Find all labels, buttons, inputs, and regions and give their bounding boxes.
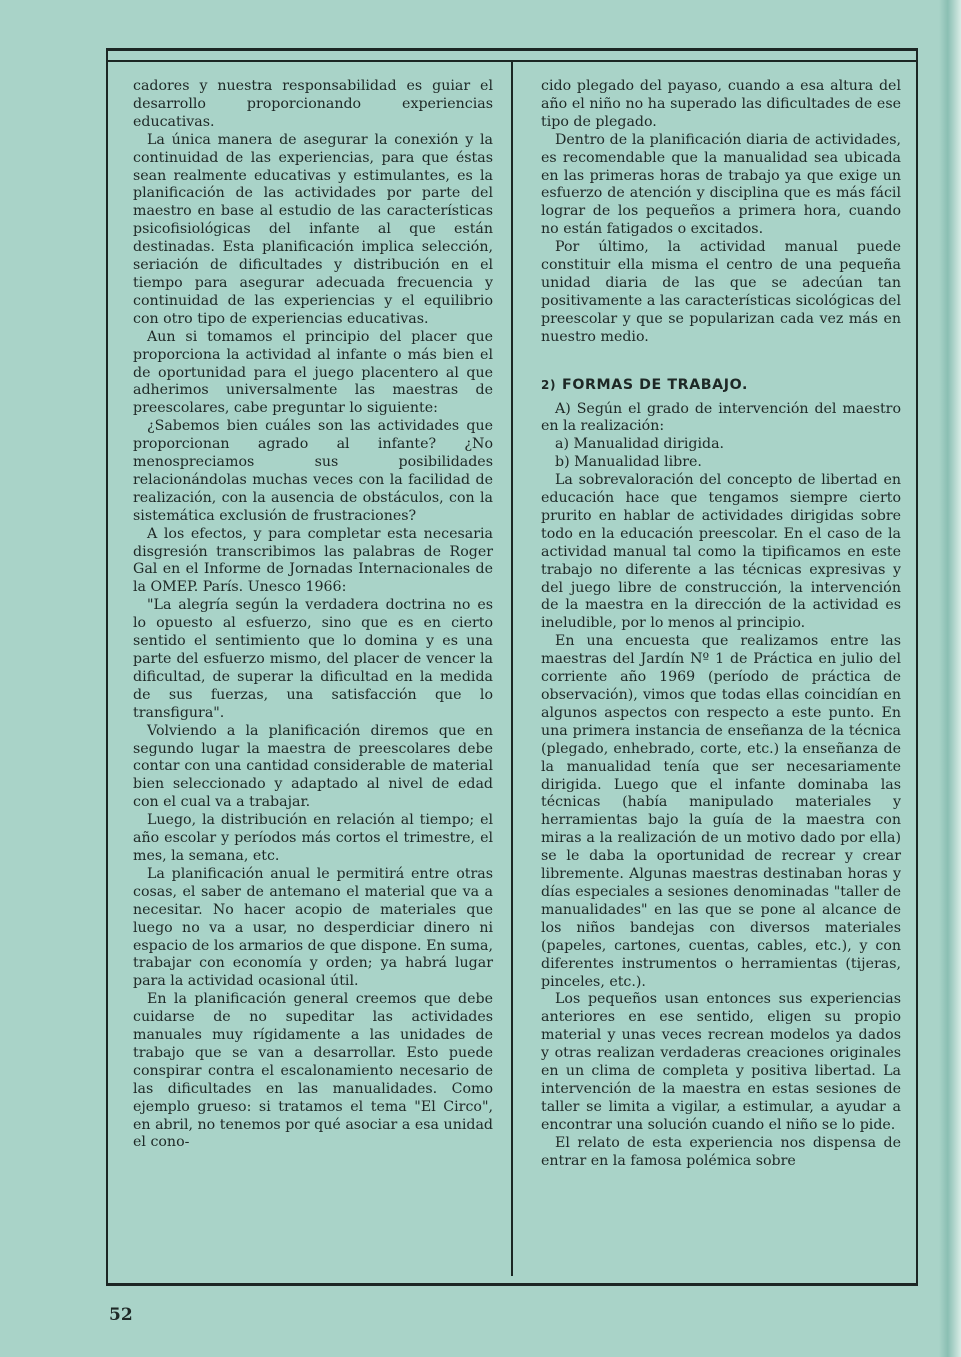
paragraph: cido plegado del payaso, cuando a esa altura del año el niño no ha superado las dificultades de ese tipo de plegado. — [541, 78, 901, 130]
left-column — [133, 78, 493, 1152]
section-title: FORMAS DE TRABAJO. — [562, 376, 748, 393]
paragraph: La planificación anual le permitirá entre otras cosas, el saber de antemano el material que va a necesitar. No hacer acopio de materiales que luego no va a usar, no desperdiciar dinero ni espacio de los armarios de que dispone. En suma, trabajar con economía y orden; ya habrá lugar para la actividad ocasional útil. — [133, 865, 493, 990]
paragraph: Luego, la distribución en relación al tiempo; el año escolar y períodos más cortos el trimestre, el mes, la semana, etc. — [133, 812, 493, 864]
column-divider — [511, 62, 513, 1276]
paragraph: cadores y nuestra responsabilidad es guiar el desarrollo proporcionando experiencias educativas. — [133, 78, 493, 130]
right-column — [541, 78, 901, 1170]
paragraph: Dentro de la planificación diaria de actividades, es recomendable que la manualidad sea ubicada en las primeras horas de trabajo ya que exige un esfuerzo de atención y disciplina que es más fácil lograr de los pequeños a primera hora, cuando no están fatigados o excitados. — [541, 131, 901, 238]
paragraph: La sobrevaloración del concepto de libertad en educación hace que tengamos siempre cierto prurito en hablar de actividades dirigidas sobre todo en la educación preescolar. En el caso de la actividad manual tal como la tipificamos en este trabajo no diferente a las técnicas expresivas y del juego libre de construcción, la intervención de la maestra en la dirección de la actividad es ineludible, por lo menos al principio. — [541, 472, 901, 632]
paragraph: En una encuesta que realizamos entre las maestras del Jardín Nº 1 de Práctica en julio del corriente año 1969 (período de práctica de observación), vimos que todas ellas coincidían en algunos aspectos con respecto a este punto. En una primera instancia de enseñanza de la técnica (plegado, enhebrado, corte, etc.) la enseñanza de la manualidad tenía que ser necesariamente dirigida. Luego que el infante dominaba las técnicas (había manipulado materiales y herramientas bajo la guía de la maestra con miras a la realización de un motivo dado por ella) se le daba la oportunidad de recrear y crear libremente. Algunas maestras destinaban horas y días especiales a sesiones denominadas "taller de manualidades" en las que se pone al alcance de los niños bandejas con diversos materiales (papeles, cartones, cuentas, cables, etc.), y con diferentes instrumentos o herramientas (tijeras, pinceles, etc.). — [541, 633, 901, 990]
paragraph: b) Manualidad libre. — [555, 454, 702, 471]
right-column-upper-text — [541, 78, 901, 347]
paragraph: En la planificación general creemos que debe cuidarse de no supeditar las actividades manuales muy rígidamente a las unidades de trabajo que se van a desarrollar. Esto puede conspirar contra el escalonamiento necesario de las dificultades en las manualidades. Como ejemplo grueso: si tratamos el tema "El Circo", en abril, no tenemos por qué asociar a esa unidad el cono- — [133, 991, 493, 1151]
paragraph: a) Manualidad dirigida. — [555, 436, 725, 453]
page-edge-shadow — [939, 0, 961, 1357]
paragraph: El relato de esta experiencia nos dispensa de entrar en la famosa polémica sobre — [541, 1134, 901, 1169]
right-column-lower-text — [541, 401, 901, 1171]
paragraph: La única manera de asegurar la conexión y la continuidad de las experiencias, para que éstas sean realmente educativas y estimulantes, es la planificación de las actividades por parte del maestro en base al estudio de las características psicofisiológicas del infante al que están destinadas. Esta planificación implica selección, seriación de dificultades y distribución en el tiempo para asegurar adecuada frecuencia y continuidad de las experiencias y el equilibrio con otro tipo de experiencias educativas. — [133, 131, 493, 327]
paragraph: Volviendo a la planificación diremos que en segundo lugar la maestra de preescolares debe contar con una cantidad considerable de material bien seleccionado y adaptado al nivel de edad con el cual va a trabajar. — [133, 722, 493, 811]
paragraph: ¿Sabemos bien cuáles son las actividades que proporcionan agrado al infante? ¿No menospreciamos sus posibilidades relacionándolas muchas veces con la facilidad de realización, con la ausencia de obstáculos, con la sistemática exclusión de frustraciones? — [133, 418, 493, 524]
paragraph: A los efectos, y para completar esta necesaria disgresión transcribimos las palabras de Roger Gal en el Informe de Jornadas Internacionales de la OMEP. París. Unesco 1966: — [133, 525, 493, 596]
page-number: 52 — [109, 1305, 133, 1325]
paragraph: "La alegría según la verdadera doctrina no es lo opuesto al esfuerzo, sino que es en cierto sentido el sentimiento que lo domina y es una parte del esfuerzo mismo, del placer de vencer la dificultad, de superar la dificultad en la medida de sus fuerzas, una satisfacción que lo transfigura". — [133, 597, 493, 721]
section-heading — [541, 377, 901, 395]
paragraph: Por último, la actividad manual puede constituir ella misma el centro de una pequeña unidad diaria de las que se adecúan tan positivamente a las características sicológicas del preescolar y que se popularizan cada vez más en nuestro medio. — [541, 239, 901, 345]
paragraph: Los pequeños usan entonces sus experiencias anteriores en ese sentido, eligen su propio material y unas veces recrean modelos ya dados y otras realizan verdaderas creaciones originales en un clima de completa y positiva libertad. La intervención de la maestra en estas sesiones de taller se limita a vigilar, a estimular, a ayudar a encontrar una solución cuando el niño se lo pide. — [541, 991, 901, 1133]
paragraph: A) Según el grado de intervención del maestro en la realización: — [541, 400, 901, 435]
paragraph: Aun si tomamos el principio del placer que proporciona la actividad al infante o más bien el de oportunidad para el juego placentero al que adherimos universalmente las maestras de preescolares, cabe preguntar lo siguiente: — [133, 328, 493, 417]
section-number: 2) — [541, 377, 557, 392]
